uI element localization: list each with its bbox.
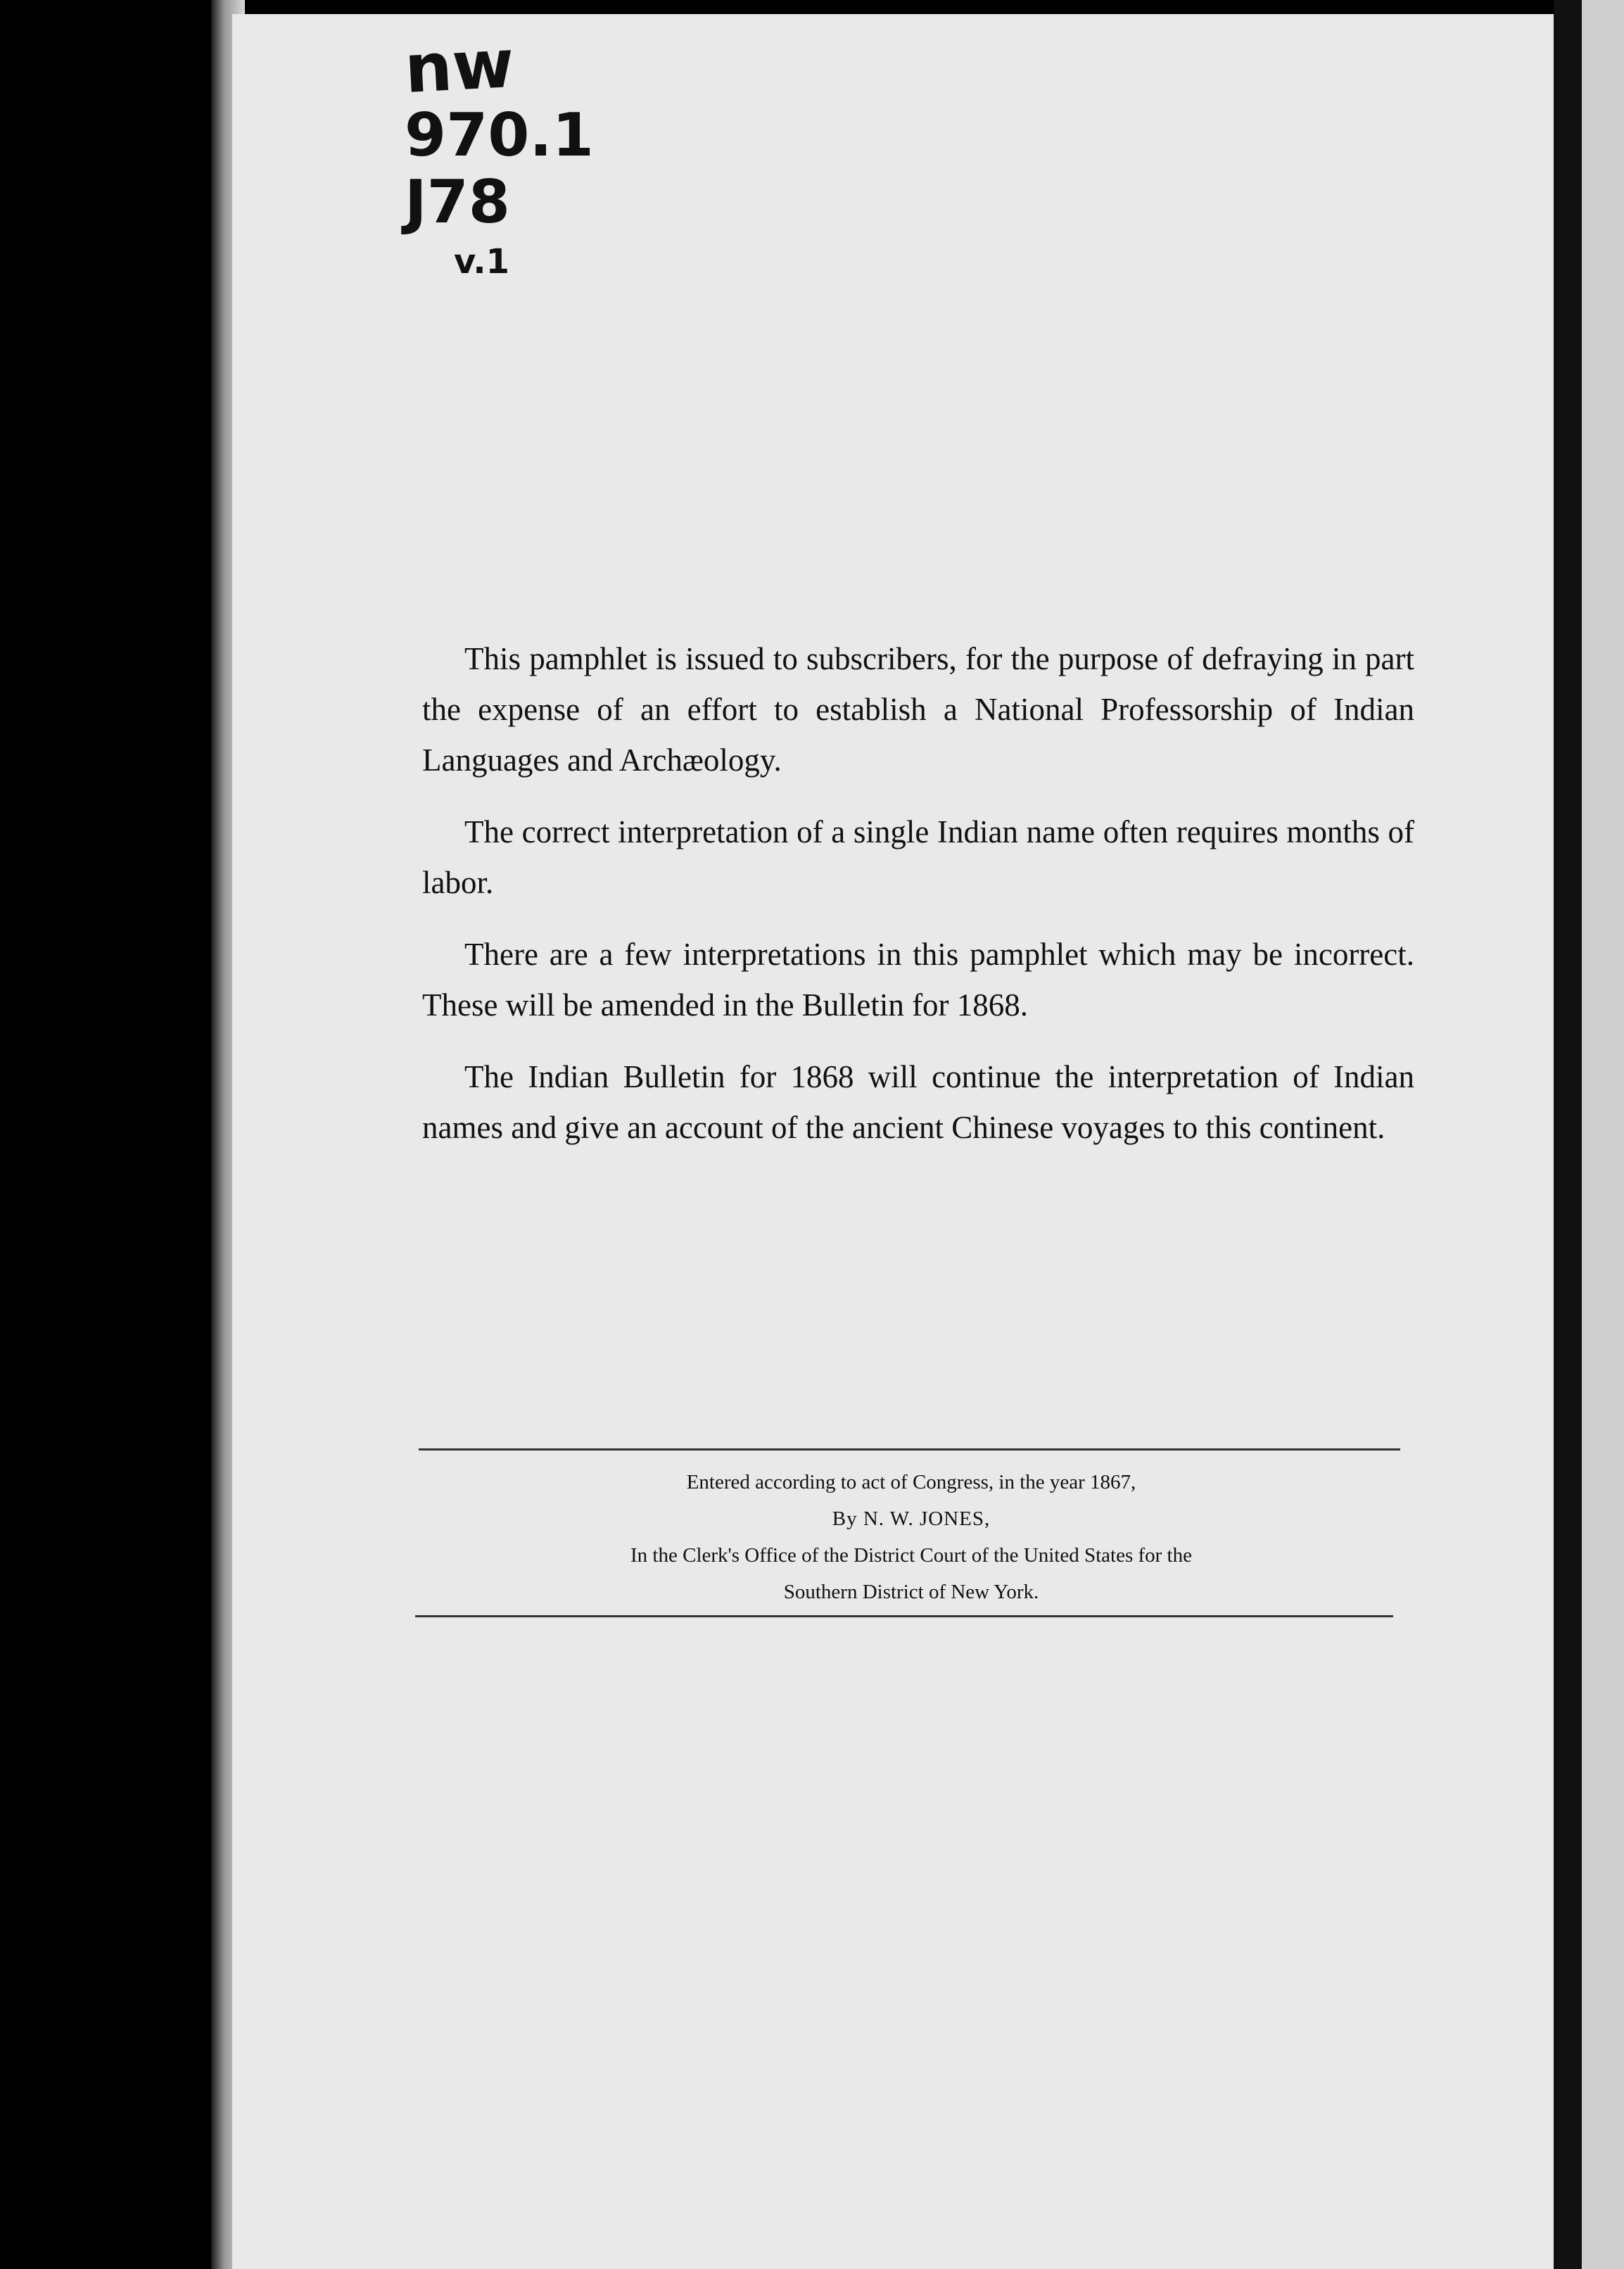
call-number-volume: v.1: [454, 242, 510, 282]
call-number-line-3: J78: [405, 168, 510, 237]
copyright-line-1: Entered according to act of Congress, in the year 1867,: [686, 1471, 1136, 1493]
divider-top: [419, 1448, 1400, 1450]
paragraph-purpose: This pamphlet is issued to subscribers, for the purpose of defraying in part the expense of an effort to establish a National Professorship of Indian Languages and Archæology.: [422, 641, 1414, 778]
paragraph-bulletin: The Indian Bulletin for 1868 will continue the interpretation of Indian names and give an account of the ancient Chinese voyages to this continent.: [422, 1059, 1414, 1145]
call-number-line-2: 970.1: [405, 101, 594, 170]
adjacent-page-sliver: [1582, 0, 1624, 2269]
paragraph-interpretation: The correct interpretation of a single Indian name often requires months of labor.: [422, 814, 1414, 900]
paragraph-corrections: There are a few interpretations in this pamphlet which may be incorrect. These will be amended in the Bulletin for 1868.: [422, 937, 1414, 1023]
divider-bottom: [415, 1615, 1393, 1617]
page-right-gutter: [1554, 0, 1582, 2269]
call-number-line-1: nw: [402, 25, 516, 108]
notice-text: [422, 633, 1414, 1174]
handwritten-call-number: [402, 25, 594, 282]
copyright-author: By N. W. JONES,: [832, 1508, 991, 1530]
copyright-line-4: Southern District of New York.: [783, 1581, 1039, 1603]
copyright-notice: [422, 1464, 1400, 1610]
copyright-line-3: In the Clerk's Office of the District Court of the United States for the: [630, 1544, 1192, 1567]
